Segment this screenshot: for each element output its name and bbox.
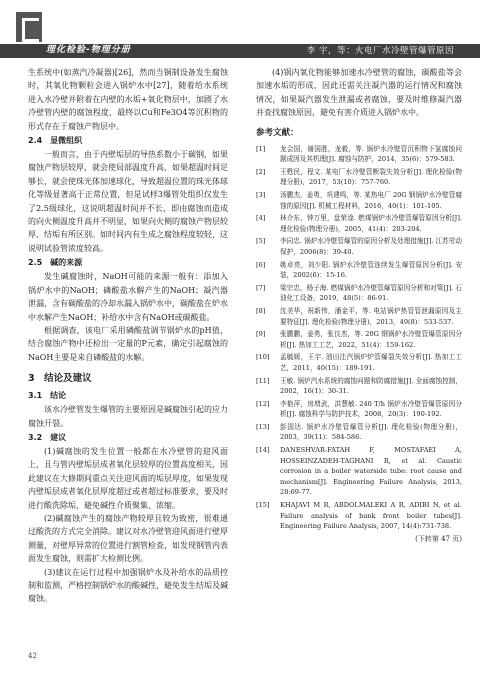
heading-3-1: 3.1 结论 xyxy=(28,391,67,401)
references-title: 参考文献： xyxy=(256,127,299,138)
journal-name: 理化检验-物理分册 xyxy=(46,45,131,55)
reference-text: 孟毓媛，王宇. 油田注汽锅炉炉管爆裂失效分析[J]. 热加工工艺，2011，40(15)：189-191. xyxy=(280,353,462,372)
reference-text: DANESHVAR-FATAH F, MOSTAFAEI A, HOSSEINZADEH-TAGHANI R, et al. Caustic corrosion in a boiler waterside tube: root cause and mechanism[J]. Engineering Failure Analysis, 2013, 28:69-77. xyxy=(280,446,462,497)
reference-text: 汤鹏杰，姜勇，巩建鸣，等. 某热电厂 20G 钢锅炉水冷壁管腐蚀的原因[J]. 机械工程材料，2016，40(1)：101-105. xyxy=(280,191,462,210)
paragraph-3-2a: (1)碱腐蚀的发生位置一般都在水冷壁管的迎风面上，且与管内壁垢层成者氧化层较厚的位置高度相关，因此建议在大修期间重点关注迎风面的垢层厚度，如果发现内壁垢层成者氧化层厚度超过或者超过标准要求，要及时进行酸洗除垢，避免碱性介质聚集、浓缩。 xyxy=(28,446,228,510)
heading-2-4: 2.4 显微组织 xyxy=(28,136,83,146)
reference-number: [15] xyxy=(256,501,270,510)
paragraph-2-5b: 根据调查，该电厂采用磷酸盐调节锅炉水的pH值，结合腐蚀产物中还检出一定量的P元素，确定引起腐蚀的NaOH主要是来自磷酸盐的水解。 xyxy=(28,325,228,362)
reference-number: [10] xyxy=(256,353,270,362)
right-column xyxy=(256,66,462,544)
reference-item xyxy=(256,399,462,420)
heading-2-5: 2.5 碱的来源 xyxy=(28,258,83,268)
page-header xyxy=(0,0,480,62)
reference-item xyxy=(256,236,462,257)
paragraph-3-2c: (3)建议在运行过程中加强锅炉水及补给水的品质控制和监测，严格控制锅炉水的酸碱性，避免发生结垢及碱腐蚀。 xyxy=(28,567,228,604)
reference-text: 沈美华，祝新伟，潘金平，等. 电站锅炉热管管泄漏原因及主要特征[J]. 理化检验(物理分册)，2013，49(8)：533-537. xyxy=(280,306,462,326)
reference-item xyxy=(256,422,462,443)
reference-number: [8] xyxy=(256,306,266,315)
reference-number: [13] xyxy=(256,422,270,431)
reference-number: [4] xyxy=(256,214,266,223)
reference-item xyxy=(256,329,462,350)
reference-text: 李同忠. 锅炉水冷壁管爆管的原因分析及处理措施[J]. 江苏劳动保护，2006(8)：39-40. xyxy=(280,237,462,256)
paragraph-2-5a: 发生碱腐蚀时，NaOH可能的来源一般有：添加入锅炉水中的NaOH；磷酸盐水解产生的NaOH；凝汽器泄漏，含有碳酸盐的冷却水漏入锅炉水中，碳酸盐在炉水中水解产生NaOH；补给水中含有NaOH或碳酸盐。 xyxy=(28,272,228,322)
reference-text: 龙会国，谢国胜，龙毅，等. 锅炉水冷壁管沉积物下氢腐蚀问题成因及其机理[J]. 腐蚀与防护，2014，35(6)：579-583. xyxy=(280,144,462,164)
reference-text: 林介东，钟万里，盘荣淦. 燃煤锅炉水冷壁管爆管原因分析[J]. 理化检验(物理分册)，2005，41(4)：203-204. xyxy=(280,214,462,233)
reference-item xyxy=(256,144,462,165)
paragraph-3-2d: (4)锅内氧化物能够加速水冷壁管的腐蚀，碳酸盐等会加速水垢的形成，因此还需关注凝汽器的运行情况和腐蚀情况，如果凝汽器发生泄漏或者腐蚀，要及时维修凝汽器并查找腐蚀原因，避免有害介质进入锅炉水中。 xyxy=(256,68,462,118)
reference-number: [2] xyxy=(256,167,266,176)
reference-number: [11] xyxy=(256,376,270,385)
reference-item xyxy=(256,167,462,188)
reference-number: [14] xyxy=(256,446,270,455)
reference-list xyxy=(256,144,462,532)
paragraph-3-2b: (2)碱腐蚀产生的腐蚀产物较厚且较为致密，很难通过酸洗的方式完全消除。建议对水冷壁管迎风面进行壁厚测量，对壁厚异常的位置进行割管检查，如发现钢管内表面发生腐蚀，则需扩大检测比例。 xyxy=(28,513,228,564)
reference-text: 姚卓亮，刘少阳. 锅炉水冷壁管连续发生爆管原因分析[J]. 安装，2002(6)：15-16. xyxy=(280,260,462,280)
running-title: 李 宇，等：火电厂水冷壁管爆管原因 xyxy=(306,46,454,56)
paragraph-3-1: 该水冷壁管发生爆管的主要原因是碱腐蚀引起的应力腐蚀开裂。 xyxy=(28,405,228,428)
reference-item xyxy=(256,445,462,498)
reference-item xyxy=(256,352,462,373)
reference-item xyxy=(256,500,462,532)
reference-item xyxy=(256,376,462,397)
reference-item xyxy=(256,213,462,234)
reference-number: [12] xyxy=(256,399,270,408)
reference-number: [5] xyxy=(256,237,266,246)
reference-number: [6] xyxy=(256,260,266,269)
heading-3: 3 结论及建议 xyxy=(28,373,92,385)
reference-item xyxy=(256,283,462,304)
reference-text: 王甦民，程文. 某电厂水冷壁管断裂失效分析[J]. 理化检验(物理分册)，2017，53(10)：757-760. xyxy=(280,167,462,187)
reference-text: 李艳萍，房增武，洪慧敏. 240 T/h 锅炉水冷壁管爆管原因分析[J]. 腐蚀科学与防护技术，2008，20(3)：190-192. xyxy=(280,399,462,419)
reference-number: [3] xyxy=(256,191,266,199)
reference-text: 彭国达. 锅炉水冷壁管爆管分析[J]. 理化检验(物理分册)，2003，39(11)：584-586. xyxy=(280,422,462,442)
reference-text: KHAJAVI M R, ABDOLMALEKI A R, ADIBI N, et al. Failure analysis of bank front boiler tubes[J]. Engineering Failure Analysis, 2007, 14(4):731-738. xyxy=(280,501,462,531)
journal-logo-icon xyxy=(16,12,42,42)
reference-item xyxy=(256,190,462,211)
reference-number: [9] xyxy=(256,330,266,339)
left-column xyxy=(28,66,228,606)
reference-text: 梁宗忠，杨子海. 燃煤锅炉水冷壁管爆管原因分析和对策[J]. 石油化工设备，2019，48(5)：86-91. xyxy=(280,283,462,303)
reference-text: 张鹏鹏，姜勇，张良杰，等. 20G 钢锅炉水冷壁管爆管原因分析[J]. 热加工工艺，2022，51(4)：159-162. xyxy=(280,330,462,349)
paragraph-2-4: 一般而言，由于内壁垢层的导热系数小于碳钢，如果腐蚀产物层较厚，就会使局部温度升高，如果超温时间足够长，就会使珠光体加速球化，导致超温位置的珠光体球化等级显著高于正常位置，但是试样3爆管处组织仅发生了2.5级球化，这说明超温时间并不长，即由腐蚀而造成的向火侧温度升高并不明显，如果向火侧的腐蚀产物层较厚、结垢有所区别。如时间内有生成之腐蚀程度较轻，这说明试验管浓度较高。 xyxy=(28,150,228,253)
reference-item xyxy=(256,306,462,327)
continued-note: (下转第 47 页) xyxy=(415,534,462,543)
paragraph-intro: 生系统中(如蒸汽冷凝器)[26]，然而当铜制设备发生腐蚀时，其氧化物颗粒会进入锅炉水中[27]，随着给水系统进入水冷壁并附着在内壁的水垢+氧化物层中，加剧了水冷壁管内壁的腐蚀程度，最终以Cu和Fe3O4等沉积物的形式存在于腐蚀产物层中。 xyxy=(28,68,228,131)
reference-number: [1] xyxy=(256,144,266,153)
page-number: 42 xyxy=(28,652,37,660)
reference-item xyxy=(256,260,462,281)
reference-text: 王敏. 锅炉汽水系统的腐蚀问题和防腐措施[J]. 全面腐蚀控制，2002，16(1)：30-31. xyxy=(280,376,462,396)
reference-number: [7] xyxy=(256,283,266,292)
heading-3-2: 3.2 建议 xyxy=(28,432,67,442)
